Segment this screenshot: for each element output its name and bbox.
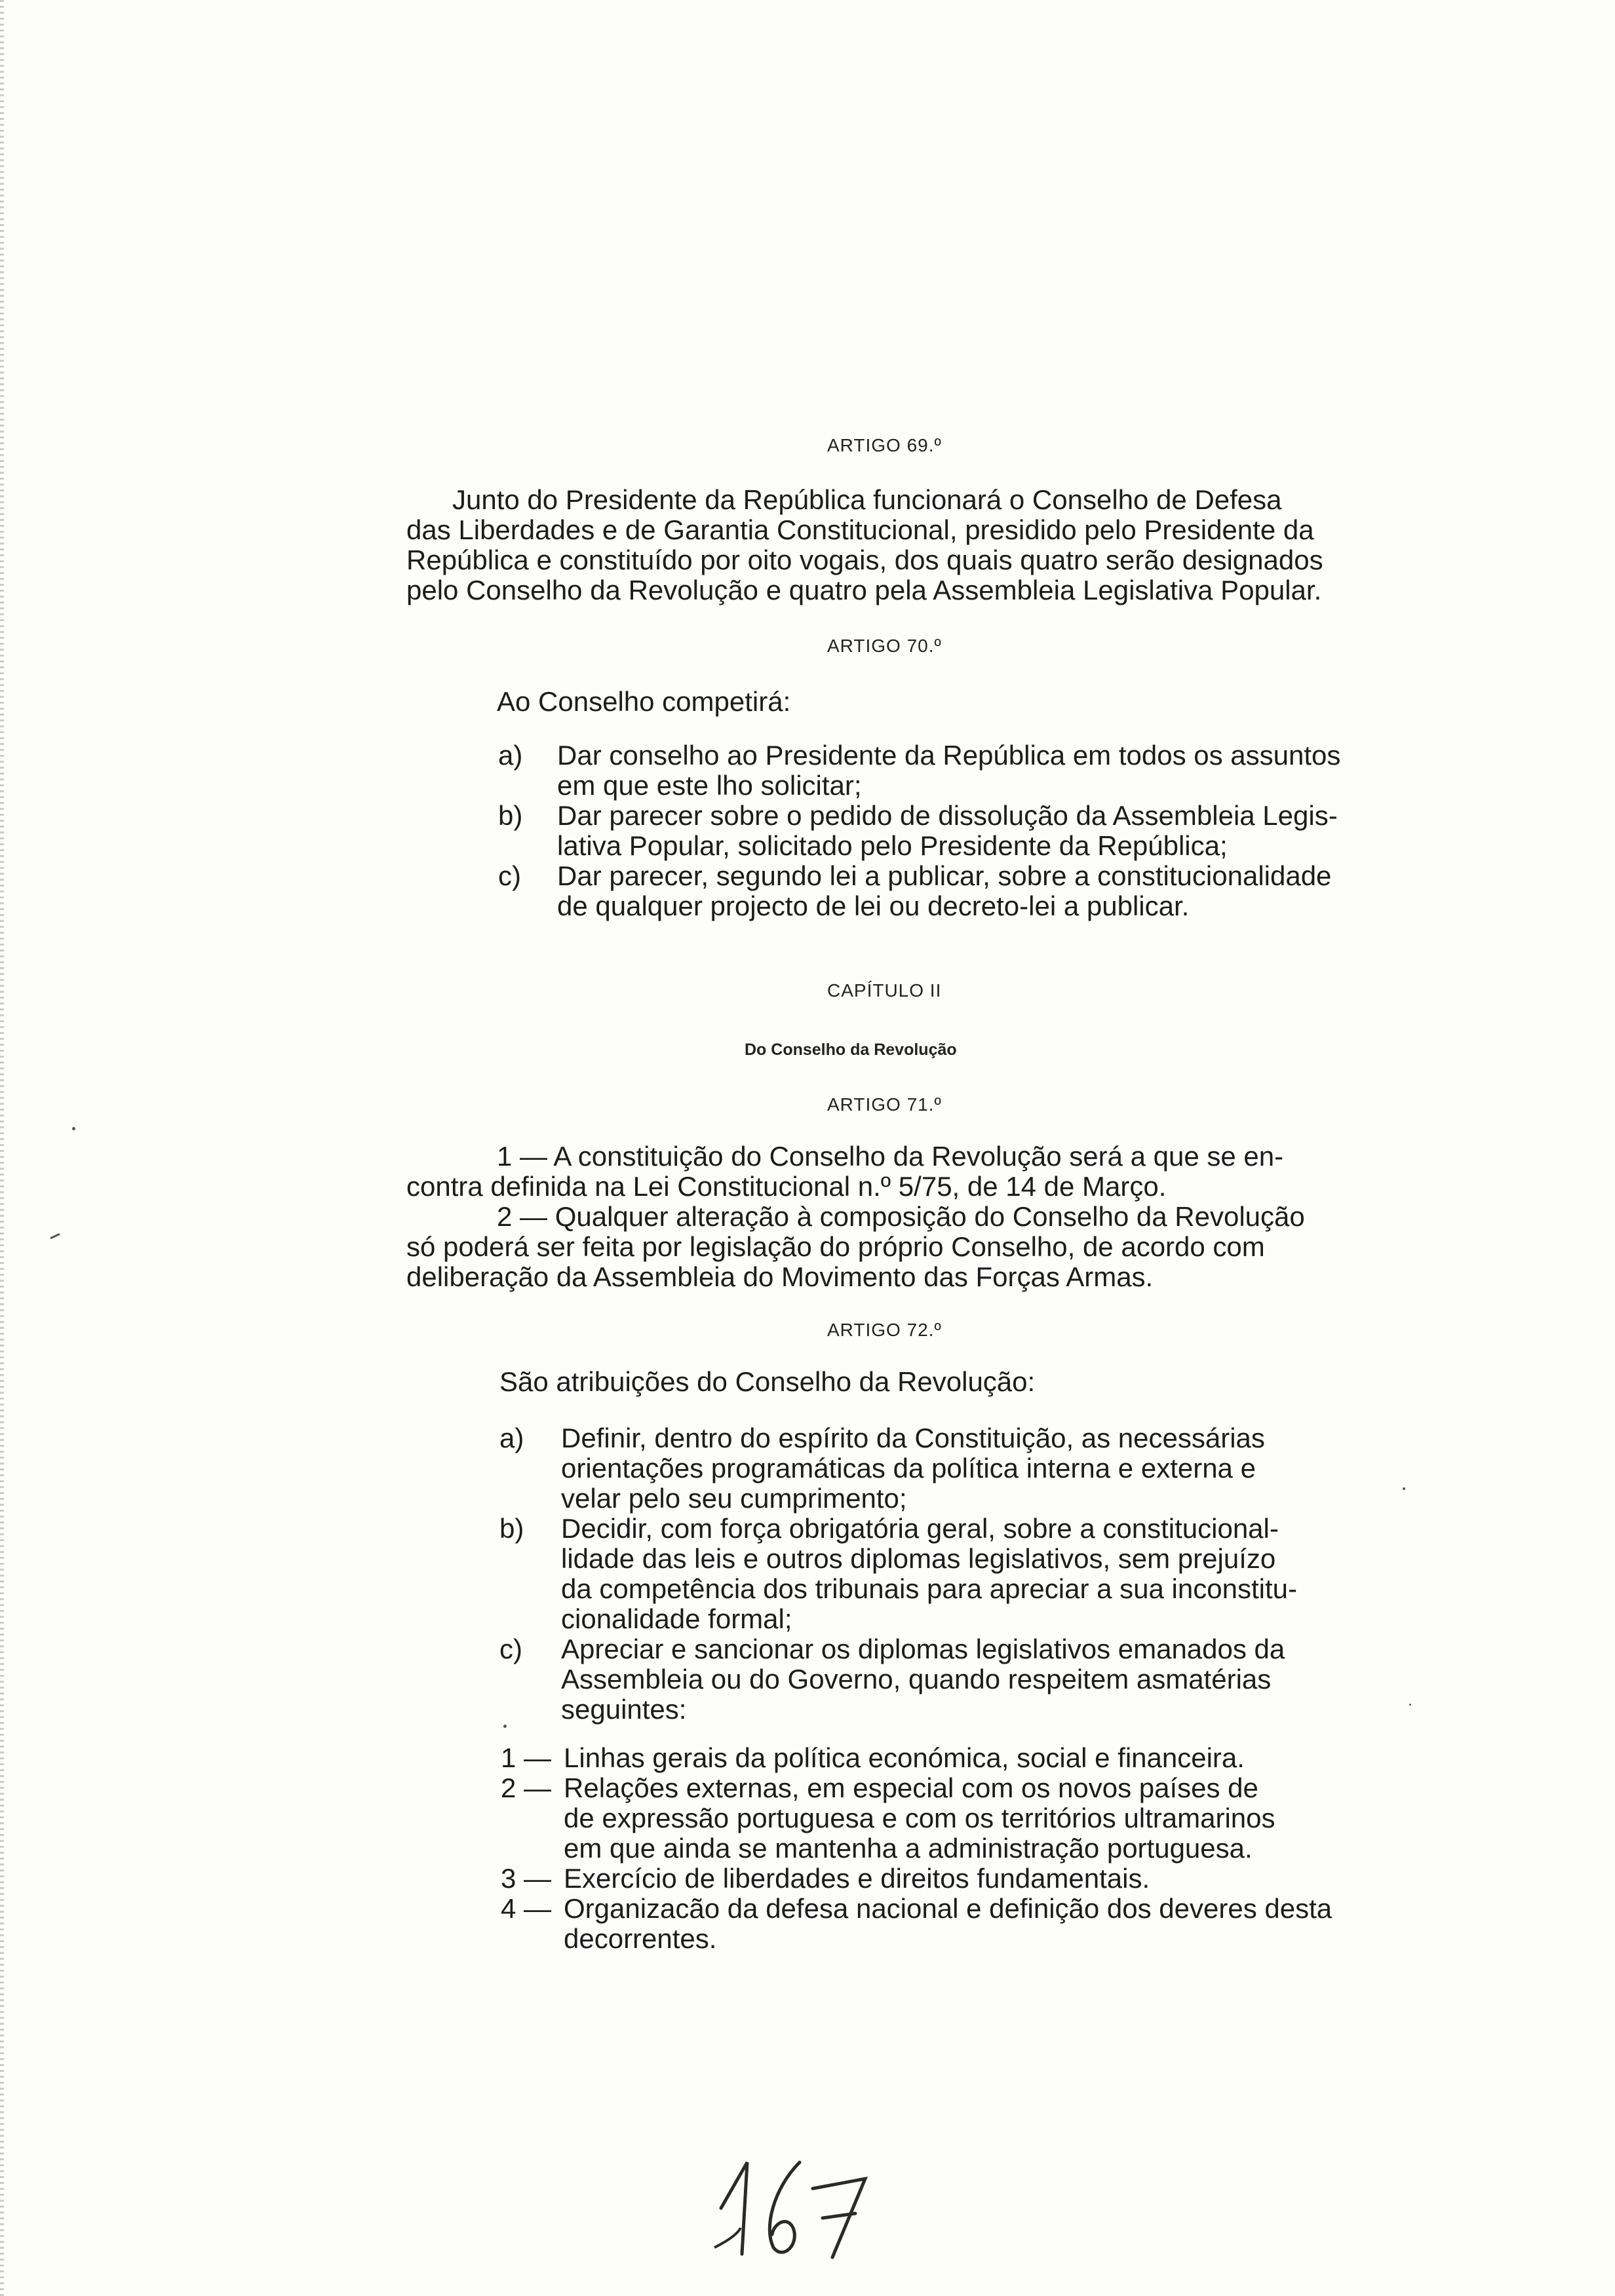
item-mark: 2 — [501, 1772, 552, 1803]
item-mark: c) [499, 1634, 522, 1664]
text-line: das Liberdades e de Garantia Constitucional, presidido pelo Presidente da [406, 514, 1314, 545]
text-line: Organizacão da defesa nacional e definição dos deveres desta [564, 1893, 1333, 1924]
text-line: contra definida na Lei Constitucional n.º 5/75, de 14 de Março. [406, 1171, 1167, 1202]
artigo-72-intro: São atribuições do Conselho da Revolução: [499, 1366, 1036, 1397]
artigo-72-heading: ARTIGO 72.º [827, 1320, 942, 1340]
list-item [499, 1514, 1391, 1634]
scan-speck [503, 1725, 507, 1728]
scan-speck [50, 1233, 60, 1239]
numbered-item [501, 1864, 1405, 1894]
text-line: velar pelo seu cumprimento; [561, 1483, 907, 1514]
text-line: deliberação da Assembleia do Movimento das Forças Armas. [406, 1261, 1154, 1292]
scan-speck [1409, 1704, 1411, 1706]
scan-speck [72, 1127, 75, 1130]
text-line: 2 — Qualquer alteração à composição do Conselho da Revolução [497, 1201, 1305, 1232]
scan-edge [0, 0, 4, 2296]
chapter-heading: CAPÍTULO II [827, 980, 942, 1001]
text-line: Linhas gerais da política económica, social e financeira. [564, 1742, 1245, 1773]
artigo-71-body [406, 1141, 1390, 1292]
list-item [499, 1634, 1391, 1725]
item-mark: 1 — [501, 1742, 552, 1773]
chapter-subheading: Do Conselho da Revolução [745, 1041, 957, 1059]
item-mark: b) [499, 1513, 524, 1544]
list-item [498, 740, 1390, 801]
text-line: em que este lho solicitar; [557, 770, 862, 801]
text-line: Dar conselho ao Presidente da República em todos os assuntos [557, 740, 1341, 771]
text-line: seguintes: [561, 1694, 687, 1725]
text-line: Exercício de liberdades e direitos fundamentais. [564, 1863, 1150, 1894]
numbered-item [501, 1743, 1405, 1773]
text-line: Definir, dentro do espírito da Constituição, as necessárias [561, 1423, 1265, 1453]
text-line: orientações programáticas da política interna e externa e [561, 1453, 1256, 1483]
item-mark: a) [499, 1423, 524, 1453]
item-mark: c) [498, 860, 521, 891]
list-item [499, 1423, 1391, 1514]
text-line: pelo Conselho da Revolução e quatro pela Assembleia Legislativa Popular. [406, 575, 1322, 605]
text-line: lidade das leis e outros diplomas legislativos, sem prejuízo [561, 1543, 1276, 1574]
artigo-70-heading: ARTIGO 70.º [827, 636, 942, 656]
text-line: em que ainda se mantenha a administração portuguesa. [564, 1833, 1253, 1864]
artigo-69-heading: ARTIGO 69.º [827, 435, 942, 455]
item-mark: b) [498, 800, 523, 831]
text-line: Assembleia ou do Governo, quando respeitem asmatérias [561, 1664, 1272, 1694]
list-item [498, 861, 1390, 921]
text-line: decorrentes. [564, 1923, 717, 1954]
artigo-69-body [406, 485, 1390, 605]
text-line: Apreciar e sancionar os diplomas legislativos emanados da [561, 1634, 1285, 1664]
text-line: de expressão portuguesa e com os territórios ultramarinos [564, 1803, 1275, 1833]
text-line: Relações externas, em especial com os novos países de [564, 1772, 1258, 1803]
text-line: Junto do Presidente da República funcionará o Conselho de Defesa [452, 484, 1282, 515]
text-line: lativa Popular, solicitado pelo Presidente da República; [557, 830, 1228, 861]
text-line: Dar parecer sobre o pedido de dissolução da Assembleia Legis- [557, 800, 1338, 831]
numbered-item [501, 1773, 1405, 1864]
text-line: 1 — A constituição do Conselho da Revolução será a que se en- [497, 1141, 1284, 1172]
text-line: Dar parecer, segundo lei a publicar, sobre a constitucionalidade [557, 860, 1332, 891]
text-line: da competência dos tribunais para apreciar a sua inconstitu- [561, 1573, 1297, 1604]
item-mark: 4 — [501, 1893, 552, 1924]
item-mark: a) [498, 740, 523, 771]
text-line: República e constituído por oito vogais, dos quais quatro serão designados [406, 545, 1323, 575]
list-item [498, 801, 1390, 861]
text-line: de qualquer projecto de lei ou decreto-lei a publicar. [557, 890, 1190, 921]
item-mark: 3 — [501, 1863, 552, 1894]
handwritten-page-number [701, 2136, 885, 2267]
numbered-item [501, 1894, 1405, 1954]
scan-speck [1403, 1487, 1405, 1490]
text-line: Decidir, com força obrigatória geral, sobre a constitucional- [561, 1513, 1279, 1544]
text-line: cionalidade formal; [561, 1603, 792, 1634]
artigo-71-heading: ARTIGO 71.º [827, 1094, 942, 1115]
artigo-70-intro: Ao Conselho competirá: [497, 686, 791, 717]
text-line: só poderá ser feita por legislação do próprio Conselho, de acordo com [406, 1231, 1265, 1262]
